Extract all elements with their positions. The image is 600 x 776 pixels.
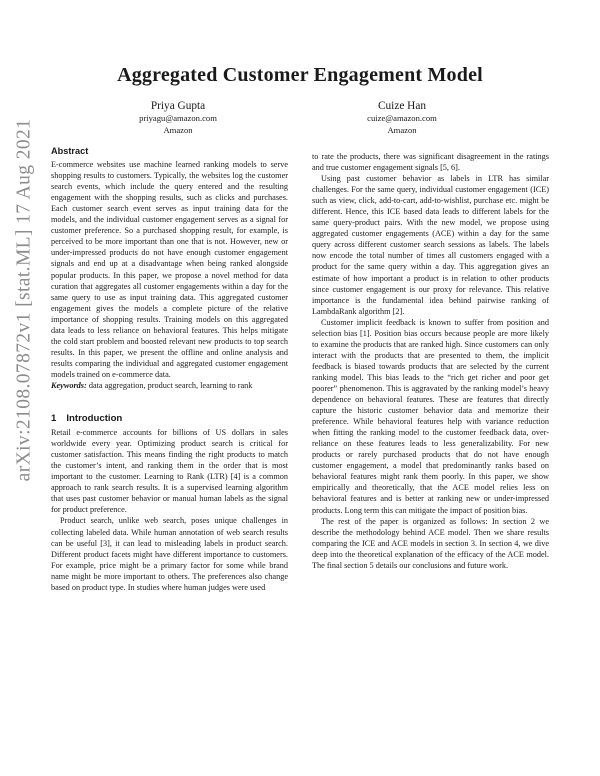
intro-paragraph: Product search, unlike web search, poses unique challenges in collecting labeled data. While human annotation of web search results can be useful [3], it can lead to misleading labels in product search. Different product facets might have different importance to customers. For example, price might be a primary factor for some while brand name might be more important to others. The preferences also change based on product type. In studies where human judges were used xyxy=(51,516,288,592)
arxiv-identifier-text[interactable]: arXiv:2108.07872v1 [stat.ML] 17 Aug 2021 xyxy=(13,118,35,482)
left-column xyxy=(51,146,288,593)
author-email[interactable]: priyagu@amazon.com xyxy=(139,113,217,123)
body-paragraph: Using past customer behavior as labels in LTR has similar challenges. For the same query, individual customer engagement (ICE) such as view, click, add-to-cart, add-to-wishlist, purchase etc. might be different. Hence, this ICE based data leads to different labels for the same query-product pairs. With the new model, we propose using aggregated customer engagements (ACE) within a day for the same query across different customer search sessions as labels. The labels now encode the total number of times all customers engaged with a product for the same query within a day. This aggregation gives an estimate of how important a product is in relation to other products since customer engagement is our proxy for relevance. This relative importance is the fundamental idea behind pairwise ranking of LambdaRank algorithm [2]. xyxy=(312,174,549,316)
abstract-text: E-commerce websites use machine learned ranking models to serve shopping results to customers. Typically, the websites log the customer search events, which include the query entered and the resulting engagement with the shopping results, such as clicks and purchases. Each customer search event serves as input training data for the models, and the individual customer engagement serves as a signal for customer preference. So a purchased shopping result, for example, is perceived to be more important than one that is not. However, new or under-impressed products do not have enough customer engagement signals and end up at a disadvantage when being ranked alongside popular products. In this paper, we propose a novel method for data curation that aggregates all customer engagements within a day for the same query to use as input training data. This aggregated customer engagement gives the models a complete picture of the relative importance of shopping results. Training models on this aggregated data leads to less reliance on behavioral features. This helps mitigate the cold start problem and boosted relevant new products to top search results. In this paper, we present the offline and online analysis and results comparing the individual and aggregated customer engagement models trained on e-commerce data. xyxy=(51,160,288,379)
body-paragraph: Customer implicit feedback is known to suffer from position and selection bias [1]. Position bias occurs because people are more likely to examine the products that are ranked high. Since customers can only interact with the products that are presented to them, the implicit feedback is biased towards products that are selected by the current ranking model. This bias leads to the “rich get richer and poor get poorer” phenomenon. This is aggravated by the ranking model’s heavy dependence on behavioral features. These are features that directly capture the historic customer behavior data and memorize their preference. While behavioral features help with variance reduction when fitting the ranking model to the customer feedback data, over-reliance on these features leads to less generalizability. For new products or rarely purchased products that do not have enough customer engagement, a model that predominantly ranks based on behavioral features might rank them poorly. In this paper, we show empirically and theoretically, that the ACE model relies less on behavioral features and is better at ranking new or under-impressed products. Long term this can mitigate the impact of position bias. xyxy=(312,317,549,515)
author-block xyxy=(98,100,258,136)
paper-title: Aggregated Customer Engagement Model xyxy=(117,64,483,86)
author-name: Priya Gupta xyxy=(150,100,206,112)
author-affiliation: Amazon xyxy=(387,125,417,135)
arxiv-identifier-stamp xyxy=(2,30,46,570)
right-column xyxy=(312,151,549,571)
section-title: Introduction xyxy=(66,413,123,425)
body-paragraph: to rate the products, there was significant disagreement in the ratings and true customer engagement signals [5, 6]. xyxy=(312,152,549,173)
author-email[interactable]: cuize@amazon.com xyxy=(367,113,437,123)
section-number: 1 xyxy=(51,413,57,425)
intro-paragraph: Retail e-commerce accounts for billions of US dollars in sales worldwide every year. Optimizing product search is critical for customer satisfaction. This means finding the right products to match the customer’s intent, and ranking them in the order that is most important to the customer. Learning to Rank (LTR) [4] is a common approach to rank search results. It is a supervised learning algorithm that uses past customer behavior or manual human labels as the signal for product preference. xyxy=(51,428,288,515)
author-affiliation: Amazon xyxy=(163,125,193,135)
keywords-line xyxy=(51,380,288,391)
abstract-heading: Abstract xyxy=(51,146,89,156)
author-name: Cuize Han xyxy=(378,100,426,112)
author-block xyxy=(322,100,482,136)
body-paragraph: The rest of the paper is organized as follows: In section 2 we describe the methodology behind ACE model. Then we share results comparing the ICE and ACE models in section 3. In section 4, we dive deep into the theoretical explanation of the efficacy of the ACE model. The final section 5 details our conclusions and future work. xyxy=(312,516,549,570)
keywords-text: data aggregation, product search, learning to rank xyxy=(88,380,253,390)
keywords-label: Keywords: xyxy=(51,380,87,390)
introduction-heading xyxy=(51,413,288,424)
